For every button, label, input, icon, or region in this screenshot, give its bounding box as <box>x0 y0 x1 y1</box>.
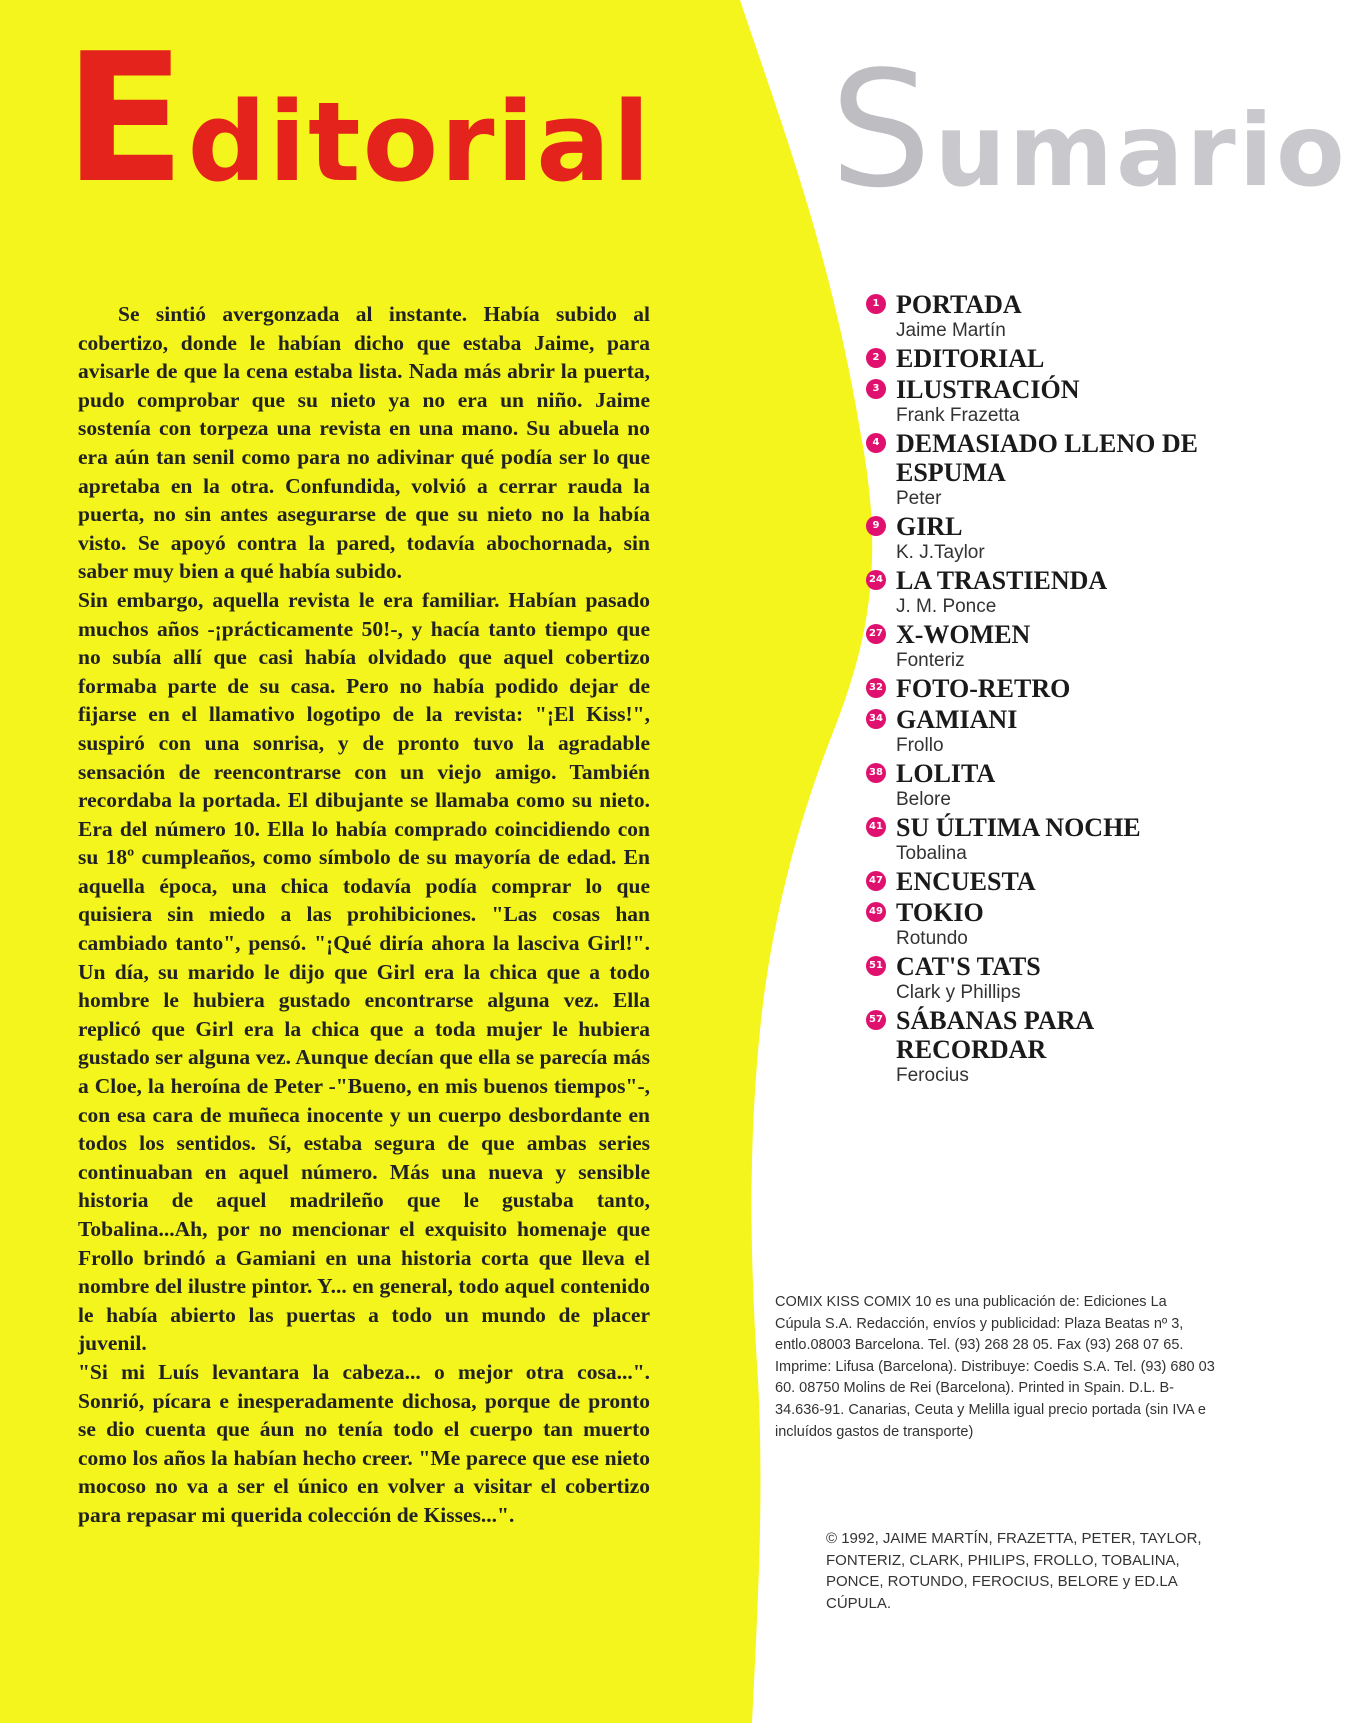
editorial-paragraph: "Si mi Luís levantara la cabeza... o mejor otra cosa...". Sonrió, pícara e inesperadamente dichosa, porque de pronto se dio cuenta que áun no tenía todo el cuerpo tan muerto como los años la habían hecho creer. "Me parece que ese nieto mocoso no va a ser el único en volver a visitar el cobertizo para repasar mi querida colección de Kisses...". <box>78 1359 650 1527</box>
toc-item-title: ILUSTRACIÓN <box>896 375 1080 404</box>
toc-item <box>869 620 1236 672</box>
toc-item-title: GIRL <box>896 512 963 541</box>
toc-item <box>869 898 1236 950</box>
copyright-notice: © 1992, JAIME MARTÍN, FRAZETTA, PETER, TAYLOR, FONTERIZ, CLARK, PHILIPS, FROLLO, TOBALINA, PONCE, ROTUNDO, FEROCIUS, BELORE y ED.LA CÚPULA. <box>826 1530 1202 1612</box>
page-number-badge: 9 <box>866 516 886 536</box>
toc-item <box>872 512 1236 564</box>
toc-item-author: Jaime Martín <box>896 320 1006 341</box>
toc-item <box>872 429 1236 510</box>
editorial-paragraph: Se sintió avergonzada al instante. Había subido al cobertizo, donde le habían dicho que estaba Jaime, para avisarle de que la cena estaba lista. Nada más abrir la puerta, pudo comprobar que su nieto ya no era un niño. Jaime sostenía con torpeza una revista en una mano. Su abuela no era aún tan senil como para no adivinar qué podía ser lo que apretaba en la otra. Confundida, volvió a cerrar rauda la puerta, no sin antes asegurarse de que su nieto no la había visto. Se apoyó contra la pared, todavía abochornada, sin saber muy bien a qué había subido. <box>78 302 650 584</box>
toc-item-author: Frank Frazetta <box>896 405 1020 426</box>
toc-item-author: J. M. Ponce <box>896 596 997 617</box>
toc-item-title: FOTO-RETRO <box>896 674 1071 703</box>
toc-item <box>869 566 1236 618</box>
toc-item <box>869 674 1236 703</box>
toc-item-author: Ferocius <box>896 1065 969 1086</box>
toc-item-author: Tobalina <box>896 843 967 864</box>
editorial-body <box>78 300 650 1530</box>
table-of-contents <box>869 290 1236 1089</box>
page-number-badge: 38 <box>866 763 886 783</box>
toc-item-author: Belore <box>896 789 951 810</box>
publication-credits: COMIX KISS COMIX 10 es una publicación de: Ediciones La Cúpula S.A. Redacción, envíos y publicidad: Plaza Beatas nº 3, entlo.08003 Barcelona. Tel. (93) 268 28 05. Fax (93) 268 07 65. Imprime: Lifusa (Barcelona). Distribuye: Coedis S.A. Tel. (93) 680 03 60. 08750 Molins de Rei (Barcelona). Printed in Spain. D.L. B- 34.636-91. Canarias, Ceuta y Melilla igual precio portada (sin IVA e incluídos gastos de transporte) <box>775 1294 1215 1440</box>
editorial-title <box>64 15 653 222</box>
page-number-badge: 34 <box>866 709 886 729</box>
toc-item-author: Rotundo <box>896 928 968 949</box>
page-number-badge: 1 <box>866 294 886 314</box>
editorial-title-rest: ditorial <box>187 78 653 206</box>
toc-item-author: Peter <box>896 488 942 509</box>
toc-item-title: SÁBANAS PARA RECORDAR <box>896 1006 1093 1064</box>
toc-item <box>869 867 1236 896</box>
toc-item-title: X-WOMEN <box>896 620 1031 649</box>
toc-item-title: CAT'S TATS <box>896 952 1041 981</box>
toc-item-title: LA TRASTIENDA <box>896 566 1108 595</box>
page-number-badge: 49 <box>866 902 886 922</box>
toc-item-title: ENCUESTA <box>896 867 1036 896</box>
page-number-badge: 57 <box>866 1010 886 1030</box>
toc-item <box>872 344 1236 373</box>
toc-item-title: LOLITA <box>896 759 996 788</box>
page-number-badge: 3 <box>866 379 886 399</box>
toc-item-title: EDITORIAL <box>896 344 1045 373</box>
toc-item <box>872 290 1236 342</box>
page-number-badge: 4 <box>866 433 886 453</box>
sumario-title-initial: S <box>830 36 935 223</box>
page-number-badge: 51 <box>866 956 886 976</box>
sumario-title-rest: umario <box>934 92 1348 209</box>
page-number-badge: 2 <box>866 348 886 368</box>
page-number-badge: 24 <box>866 570 886 590</box>
toc-item-title: SU ÚLTIMA NOCHE <box>896 813 1141 842</box>
toc-item-author: Fonteriz <box>896 650 965 671</box>
toc-item-title: TOKIO <box>896 898 984 927</box>
toc-item <box>869 813 1236 865</box>
page-number-badge: 32 <box>866 678 886 698</box>
page-number-badge: 41 <box>866 817 886 837</box>
toc-item <box>869 759 1236 811</box>
toc-item-author: Clark y Phillips <box>896 982 1021 1003</box>
toc-item <box>869 952 1236 1004</box>
sumario-title <box>830 36 1348 223</box>
editorial-title-initial: E <box>64 15 188 222</box>
editorial-paragraph: Sin embargo, aquella revista le era familiar. Habían pasado muchos años -¡prácticamente 50!-, y hacía tanto tiempo que no subía allí que casi había olvidado que aquel cobertizo formaba parte de su casa. Pero no había podido dejar de fijarse en el llamativo logotipo de la revista: "¡El Kiss!", suspiró con una sonrisa, y de pronto tuvo la agradable sensación de reencontrarse con un viejo amigo. También recordaba la portada. El dibujante se llamaba como su nieto. Era del número 10. Ella lo había comprado coincidiendo con su 18º cumpleaños, como símbolo de su mayoría de edad. En aquella época, una chica todavía podía comprar lo que quisiera sin miedo a las prohibiciones. "Las cosas han cambiado tanto", pensó. "¡Qué diría ahora la lasciva Girl!". Un día, su marido le dijo que Girl era la chica que a todo hombre le hubiera gustado encontrarse alguna vez. Ella replicó que Girl era la chica que a toda mujer le hubiera gustado ser alguna vez. Aunque decían que ella se parecía más a Cloe, la heroína de Peter -"Bueno, en mis buenos tiempos"-, con esa cara de muñeca inocente y un cuerpo desbordante en todos los sentidos. Sí, estaba segura de que ambas series continuaban en aquel número. Más una nueva y sensible historia de aquel madrileño que le gustaba tanto, Tobalina...Ah, por no mencionar el exquisito homenaje que Frollo brindó a Gamiani en una historia corta que lleva el nombre del ilustre pintor. Y... en general, todo aquel contenido le había abierto las puertas a todo un mundo de placer juvenil. <box>78 587 650 1356</box>
toc-item-title: GAMIANI <box>896 705 1018 734</box>
toc-item-author: Frollo <box>896 735 944 756</box>
toc-item-author: K. J.Taylor <box>896 542 985 563</box>
toc-item-title: DEMASIADO LLENO DE ESPUMA <box>896 429 1198 487</box>
toc-item-title: PORTADA <box>896 290 1022 319</box>
page-number-badge: 27 <box>866 624 886 644</box>
page-number-badge: 47 <box>866 871 886 891</box>
toc-item <box>872 375 1236 427</box>
toc-item <box>869 705 1236 757</box>
toc-item <box>869 1006 1236 1087</box>
